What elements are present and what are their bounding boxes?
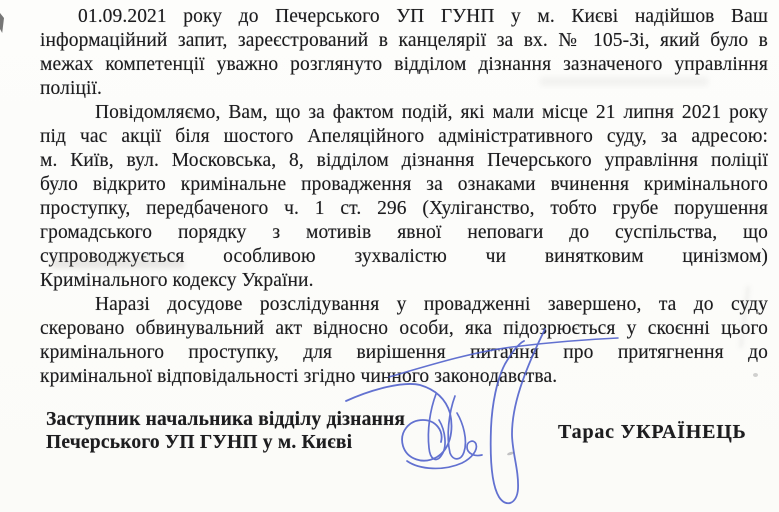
text-line: інформаційний запит, зареєстрований в канцелярії за вх. № 105-Зі, який було в [40, 30, 768, 51]
text-line: громадського порядку з мотивів явної неповаги до суспільства, що [40, 222, 768, 243]
text-line: було відкрито кримінальне провадження за ознаками вчинення кримінального [40, 174, 768, 195]
signature-block [46, 409, 405, 454]
text-line: Кримінального кодексу України. [40, 270, 314, 291]
text-line: кримінальної відповідальності згідно чинного законодавства. [40, 366, 558, 387]
text-line: поліції. [40, 78, 103, 99]
text-line: 01.09.2021 року до Печерського УП ГУНП у м. Києві надійшов Ваш [78, 6, 768, 27]
text-line: межах компетенції уважно розглянуто відділом дізнання зазначеного управління [40, 54, 768, 75]
text-line: супроводжується особливою зухвалістю чи винятковим цинізмом) [40, 246, 768, 267]
text-line: Наразі досудове розслідування у провадженні завершено, та до суду [95, 294, 768, 315]
scan-edge-mark [0, 13, 4, 33]
text-line: скеровано обвинувальний акт відносно особи, яка підозрюється у скоєнні цього [40, 318, 768, 339]
signer-name: Тарас УКРАЇНЕЦЬ [558, 421, 747, 443]
paragraph [40, 101, 768, 293]
text-line: Повідомляємо, Вам, що за фактом подій, які мали місце 21 липня 2021 року [95, 102, 768, 123]
paragraph [40, 293, 768, 389]
signer-position-line: Печерського УП ГУНП у м. Києві [46, 431, 353, 453]
text-line: кримінального проступку, для вирішення питання про притягнення до [40, 342, 768, 363]
text-line: м. Київ, вул. Московська, 8, відділом дізнання Печерського управління поліції [40, 150, 768, 171]
letter-body [40, 5, 768, 389]
text-line: проступку, передбаченого ч. 1 ст. 296 (Хуліганство, тобто грубе порушення [40, 198, 768, 219]
dust-speck [507, 451, 515, 456]
text-line: під час акції біля шостого Апеляційного адміністративного суду, за адресою: [40, 126, 768, 147]
signer-position-line: Заступник начальника відділу дізнання [46, 409, 406, 430]
paragraph [40, 5, 768, 101]
